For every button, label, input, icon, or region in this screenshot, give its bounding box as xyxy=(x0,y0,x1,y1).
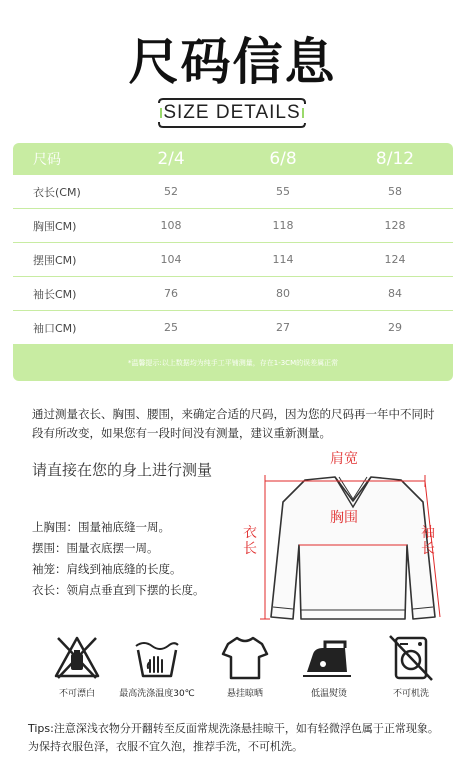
row-label: 衣长(CM) xyxy=(33,185,81,199)
header-cell: 6/8 xyxy=(269,149,297,169)
no-bleach-icon xyxy=(52,632,102,682)
tips-text: Tips:注意深浅衣物分开翻转至反面常规洗涤悬挂晾干，如有轻微浮色属于正常现象。为保持衣服色泽，衣服不宜久泡，推荐手洗，不可机洗。 xyxy=(28,722,439,753)
row-label: 袖口CM) xyxy=(33,321,77,335)
care-label: 低温熨烫 xyxy=(310,689,347,699)
table-cell: 55 xyxy=(276,185,290,198)
row-label: 胸围CM) xyxy=(33,219,77,233)
page-subtitle: SIZE DETAILS xyxy=(163,102,301,123)
shoulder-label: 肩宽 xyxy=(330,451,358,467)
table-row xyxy=(13,209,453,243)
page-title: 尺码信息 xyxy=(128,33,337,91)
table-row xyxy=(13,311,453,345)
table-cell: 128 xyxy=(384,219,406,232)
measure-item: 摆围：围量衣底摆一周。 xyxy=(32,541,159,555)
subtitle-badge xyxy=(157,98,307,128)
howto-heading: 请直接在您的身上进行测量 xyxy=(32,461,213,479)
table-cell: 104 xyxy=(160,253,182,266)
table-cell: 84 xyxy=(388,287,402,300)
table-cell: 76 xyxy=(164,287,178,300)
care-item xyxy=(200,632,290,699)
table-cell: 52 xyxy=(164,185,178,198)
sleeve-label: 袖长 xyxy=(421,525,435,557)
header-cell: 8/12 xyxy=(375,149,415,169)
low-iron-icon xyxy=(301,632,357,682)
intro-text: 通过测量衣长、胸围、腰围，来确定合适的尺码，因为您的尺码再一年中不同时段有所改变，如果您有一段时间没有测量，建议重新测量。 xyxy=(32,407,435,440)
row-label: 摆围CM) xyxy=(33,253,77,267)
header-cell: 2/4 xyxy=(157,149,185,169)
wash-30-icon xyxy=(132,632,182,682)
care-item xyxy=(112,632,202,699)
table-cell: 25 xyxy=(164,321,178,334)
care-label: 不可漂白 xyxy=(58,689,95,699)
row-label: 袖长CM) xyxy=(33,287,77,301)
measure-item: 袖笼：肩线到袖底缝的长度。 xyxy=(32,562,182,576)
table-cell: 58 xyxy=(388,185,402,198)
measure-item: 上胸围：围量袖底缝一周。 xyxy=(32,520,170,534)
care-item xyxy=(284,632,374,699)
table-cell: 118 xyxy=(272,219,294,232)
size-table xyxy=(13,143,453,381)
table-cell: 114 xyxy=(272,253,294,266)
care-item xyxy=(32,632,122,699)
hang-dry-icon xyxy=(220,632,270,682)
chest-label: 胸围 xyxy=(330,510,358,526)
table-cell: 27 xyxy=(276,321,290,334)
length-label: 衣长 xyxy=(243,525,257,557)
table-row xyxy=(13,175,453,209)
care-icons xyxy=(0,632,465,717)
table-cell: 29 xyxy=(388,321,402,334)
care-label: 不可机洗 xyxy=(392,689,429,699)
care-item xyxy=(366,632,456,699)
header-cell: 尺码 xyxy=(33,152,61,168)
table-header xyxy=(13,143,453,175)
table-row xyxy=(13,243,453,277)
measure-item: 衣长：领肩点垂直到下摆的长度。 xyxy=(32,583,205,597)
care-label: 最高洗涤温度30℃ xyxy=(119,689,195,699)
no-machine-wash-icon xyxy=(386,632,436,682)
care-label: 悬挂晾晒 xyxy=(226,689,263,699)
measure-list xyxy=(32,517,205,601)
table-cell: 124 xyxy=(384,253,406,266)
table-cell: 108 xyxy=(160,219,182,232)
table-note: *温馨提示:以上数据均为纯手工平铺测量，存在1-3CM的误差属正常 xyxy=(13,345,453,381)
garment-diagram xyxy=(235,447,455,632)
table-cell: 80 xyxy=(276,287,290,300)
table-row xyxy=(13,277,453,311)
